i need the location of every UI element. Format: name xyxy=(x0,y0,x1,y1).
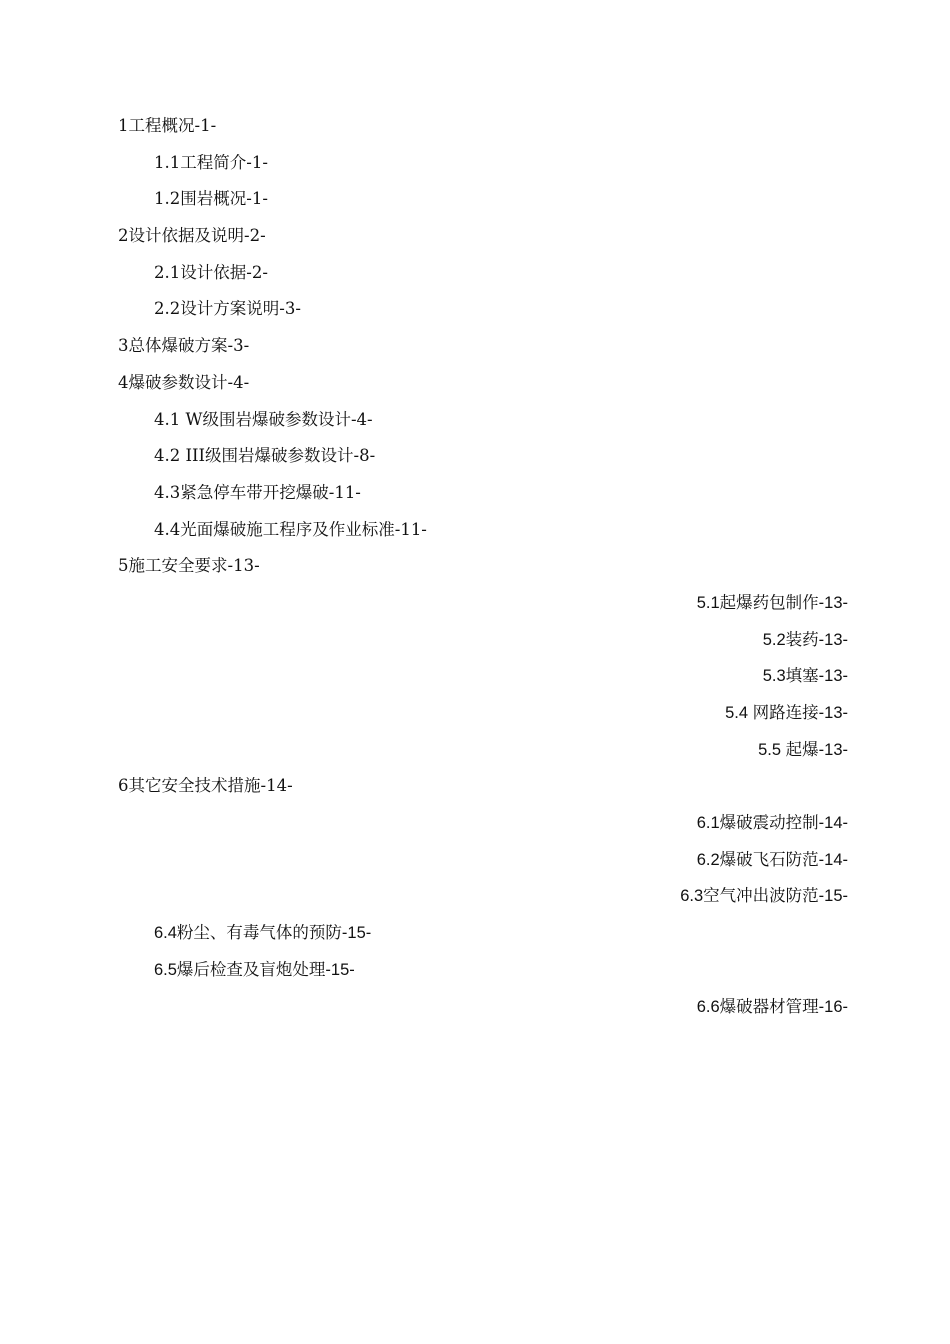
toc-entry-1-1[interactable]: 1.1工程简介-1- xyxy=(154,152,268,172)
toc-entry-1-2[interactable]: 1.2围岩概况-1- xyxy=(154,189,268,209)
toc-entry-2-1[interactable]: 2.1设计依据-2- xyxy=(154,262,268,282)
toc-entry-5-1[interactable]: 5.1起爆药包制作-13- xyxy=(696,593,848,612)
table-of-contents xyxy=(118,112,848,1029)
toc-entry-6-5[interactable]: 6.5爆后检查及盲炮处理-15- xyxy=(154,960,355,979)
toc-entry-6-6[interactable]: 6.6爆破器材管理-16- xyxy=(696,997,848,1016)
toc-entry-5-4[interactable]: 5.4 网路连接-13- xyxy=(725,704,848,722)
toc-entry-4-4[interactable]: 4.4光面爆破施工程序及作业标准-11- xyxy=(154,519,427,539)
toc-entry-2[interactable]: 2设计依据及说明-2- xyxy=(118,226,266,246)
toc-entry-6-3[interactable]: 6.3空气冲出波防范-15- xyxy=(680,887,848,906)
toc-entry-6-1[interactable]: 6.1爆破震动控制-14- xyxy=(696,814,848,833)
toc-entry-5-5[interactable]: 5.5 起爆-13- xyxy=(758,740,848,759)
toc-entry-4[interactable]: 4爆破参数设计-4- xyxy=(118,372,250,392)
toc-entry-6[interactable]: 6其它安全技术措施-14- xyxy=(118,776,293,796)
toc-entry-4-1[interactable]: 4.1 W级围岩爆破参数设计-4- xyxy=(154,409,373,429)
toc-entry-4-2[interactable]: 4.2 III级围岩爆破参数设计-8- xyxy=(154,446,376,466)
toc-entry-5-2[interactable]: 5.2装药-13- xyxy=(762,630,848,649)
toc-entry-5[interactable]: 5施工安全要求-13- xyxy=(118,556,260,576)
toc-entry-4-3[interactable]: 4.3紧急停车带开挖爆破-11- xyxy=(154,482,361,502)
toc-entry-3[interactable]: 3总体爆破方案-3- xyxy=(118,336,250,356)
toc-entry-2-2[interactable]: 2.2设计方案说明-3- xyxy=(154,299,301,319)
toc-entry-1[interactable]: 1工程概况-1- xyxy=(118,116,217,135)
toc-entry-5-3[interactable]: 5.3填塞-13- xyxy=(762,667,848,686)
toc-entry-6-4[interactable]: 6.4粉尘、有毒气体的预防-15- xyxy=(154,924,372,943)
toc-entry-6-2[interactable]: 6.2爆破飞石防范-14- xyxy=(696,850,848,869)
